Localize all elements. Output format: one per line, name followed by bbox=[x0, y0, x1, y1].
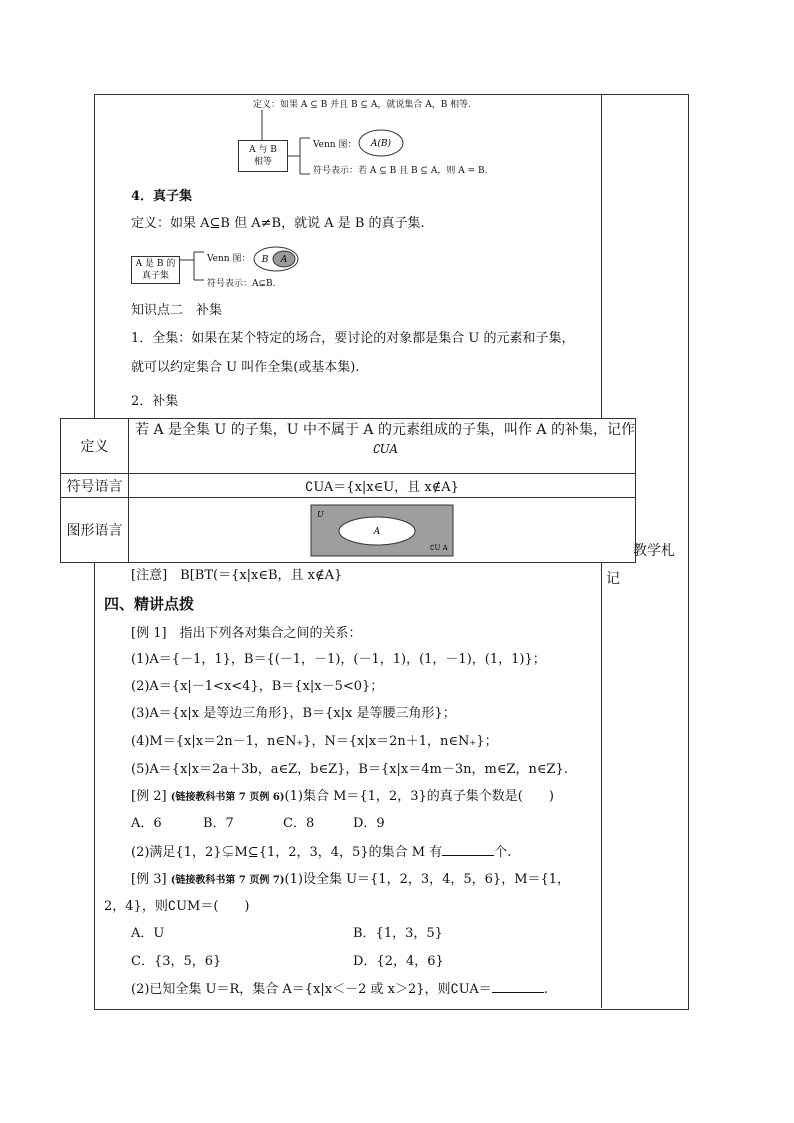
complement-diagram-u: U bbox=[317, 509, 324, 519]
note-text: [注意] B[BT(＝{x|x∈B，且 x∉A} bbox=[131, 568, 343, 583]
example2-option-d: D．9 bbox=[353, 816, 385, 831]
example2-option-c: C．8 bbox=[283, 816, 315, 831]
example3-option-b: B．{1，3，5} bbox=[353, 926, 443, 941]
example3-part2-text: (2)已知全集 U＝R，集合 A＝{x|x＜－2 或 x＞2}，则∁UA＝ bbox=[131, 982, 492, 997]
example2-option-a: A．6 bbox=[131, 816, 162, 831]
example2-part2 bbox=[131, 843, 511, 862]
proper-subset-venn-outer: B bbox=[261, 255, 269, 265]
example1-item-2: (2)A＝{x|－1<x<4}，B＝{x|x－5<0}； bbox=[131, 679, 384, 694]
complement-heading: 2．补集 bbox=[131, 394, 179, 409]
equality-definition: 定义：如果 A ⊆ B 并且 B ⊆ A，就说集合 A，B 相等. bbox=[253, 100, 472, 110]
complement-table bbox=[60, 418, 636, 563]
equality-venn-diagram bbox=[356, 128, 406, 158]
example2-part2-text: (2)满足{1，2}⊊M⊆{1，2，3，4，5}的集合 M 有 bbox=[131, 845, 443, 860]
example3-question-line2: 2，4}，则∁UM＝( ) bbox=[104, 899, 250, 914]
example3-part2-suffix: . bbox=[543, 982, 548, 997]
equality-symbol: 符号表示：若 A ⊆ B 且 B ⊆ A，则 A = B. bbox=[313, 166, 488, 176]
example3-part2 bbox=[131, 980, 548, 999]
section-title: 四、精讲点拨 bbox=[104, 595, 195, 613]
complement-row-symbol bbox=[61, 474, 636, 498]
equality-venn-label: Venn 图： bbox=[313, 140, 357, 150]
universal-set-line1: 1．全集：如果在某个特定的场合，要讨论的对象都是集合 U 的元素和子集， bbox=[131, 331, 575, 346]
example2-link: (链接教科书第 7 页例 6) bbox=[170, 792, 285, 803]
row-label-figure: 图形语言 bbox=[61, 498, 129, 563]
example3-line1 bbox=[131, 871, 570, 890]
example1-item-3: (3)A＝{x|x 是等边三角形}，B＝{x|x 是等腰三角形}； bbox=[131, 706, 456, 721]
proper-subset-symbol: 符号表示：A⊊B. bbox=[207, 279, 276, 289]
proper-subset-label-box bbox=[131, 256, 180, 284]
example3-option-a: A．U bbox=[131, 926, 165, 941]
proper-subset-venn-diagram bbox=[252, 244, 302, 274]
complement-row-definition bbox=[61, 419, 636, 474]
example3-link: (链接教科书第 7 页例 7) bbox=[170, 875, 285, 886]
proper-subset-label-line2: 真子集 bbox=[141, 271, 169, 281]
definition-notation: ∁UA bbox=[371, 442, 399, 456]
example1-intro: [例 1] 指出下列各对集合之间的关系： bbox=[131, 626, 362, 641]
universal-set-line2: 就可以约定集合 U 叫作全集(或基本集). bbox=[131, 360, 360, 375]
equality-label-line2: 相等 bbox=[253, 157, 272, 167]
example1-item-1: (1)A＝{－1，1}，B＝{(－1，－1)，(－1，1)，(1，－1)，(1，1)}； bbox=[131, 652, 546, 667]
example2-tag: [例 2] bbox=[131, 789, 167, 804]
row-label-symbol: 符号语言 bbox=[61, 474, 129, 498]
side-note-line2: 记 bbox=[606, 571, 620, 587]
proper-subset-venn-inner: A bbox=[280, 255, 288, 265]
proper-subset-venn-label: Venn 图： bbox=[207, 254, 251, 264]
example2-option-b: B．7 bbox=[203, 816, 234, 831]
proper-subset-heading: 4．真子集 bbox=[131, 189, 193, 204]
complement-row-figure bbox=[61, 498, 636, 563]
equality-label-box bbox=[238, 140, 288, 172]
example1-item-4: (4)M＝{x|x＝2n－1，n∈N₊}，N＝{x|x＝2n＋1，n∈N₊}； bbox=[131, 734, 498, 749]
row-content-definition bbox=[129, 419, 636, 474]
row-content-symbol: ∁UA＝{x|x∈U，且 x∉A} bbox=[129, 474, 636, 498]
equality-label-line1: A 与 B bbox=[249, 145, 277, 155]
complement-diagram-a: A bbox=[373, 526, 381, 537]
example2-answer-blank[interactable] bbox=[442, 843, 494, 856]
row-content-figure bbox=[129, 498, 636, 563]
example3-option-c: C．{3，5，6} bbox=[131, 954, 222, 969]
side-note-line1: 教学札 bbox=[633, 543, 675, 559]
equality-venn-text: A(B) bbox=[370, 139, 392, 149]
complement-diagram-cu: ∁U A bbox=[430, 543, 448, 552]
knowledge-point-title: 知识点二 补集 bbox=[131, 303, 223, 318]
example3-answer-blank[interactable] bbox=[492, 980, 544, 993]
proper-subset-label-line1: A 是 B 的 bbox=[135, 259, 176, 269]
complement-venn-diagram bbox=[310, 504, 454, 557]
example3-option-d: D．{2，4，6} bbox=[353, 954, 444, 969]
example1-item-5: (5)A＝{x|x＝2a＋3b，a∈Z，b∈Z}，B＝{x|x＝4m－3n，m∈Z，n∈Z}. bbox=[131, 762, 568, 777]
example2-line bbox=[131, 788, 554, 807]
definition-text: 若 A 是全集 U 的子集，U 中不属于 A 的元素组成的子集，叫作 A 的补集，记作 bbox=[135, 422, 635, 438]
proper-subset-definition: 定义：如果 A⊆B 但 A≠B，就说 A 是 B 的真子集. bbox=[131, 216, 425, 231]
row-label-definition: 定义 bbox=[61, 419, 129, 474]
example2-question: (1)集合 M＝{1，2，3}的真子集个数是( ) bbox=[284, 789, 554, 804]
example3-tag: [例 3] bbox=[131, 872, 167, 887]
example3-question-line1: (1)设全集 U＝{1，2，3，4，5，6}，M＝{1， bbox=[284, 872, 571, 887]
example2-part2-suffix: 个. bbox=[494, 845, 512, 860]
